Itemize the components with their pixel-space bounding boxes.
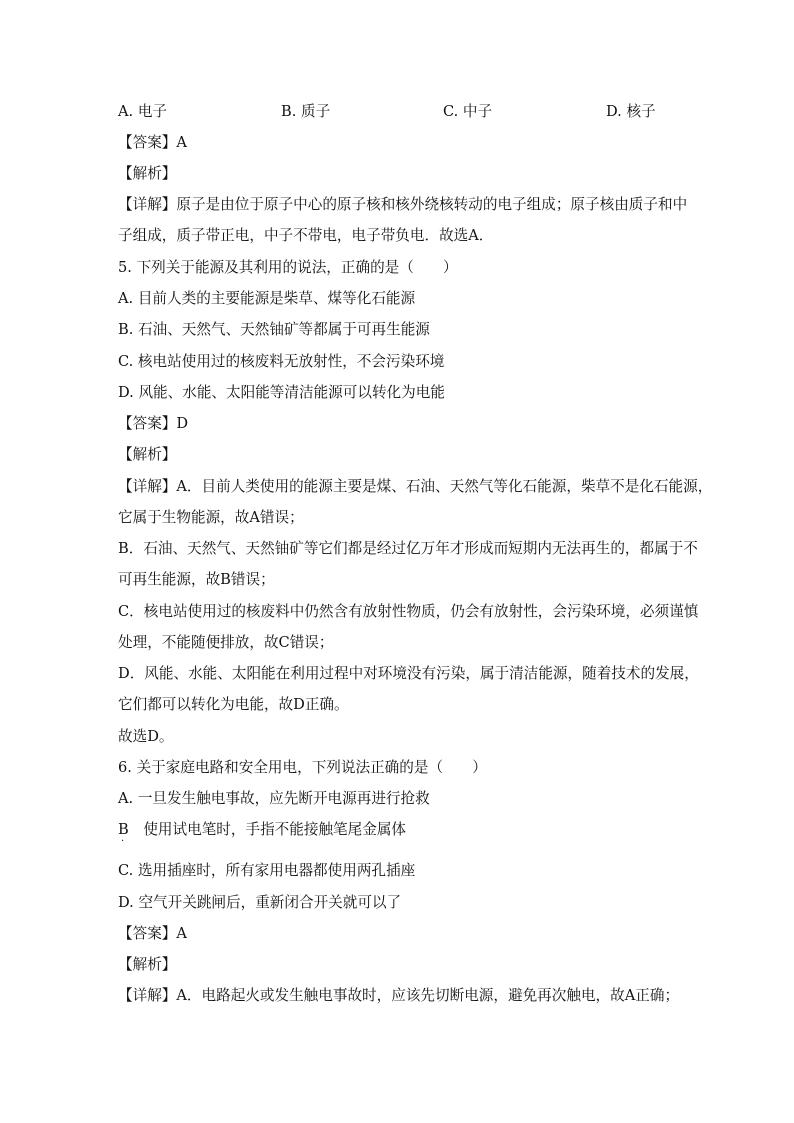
q5-option-c: C. 核电站使用过的核废料无放射性，不会污染环境 [118,353,445,370]
q5-option-a: A. 目前人类的主要能源是柴草、煤等化石能源 [118,290,416,307]
q4-option-a: A. 电子 [118,103,168,120]
q6-stem: 6. 关于家庭电路和安全用电，下列说法正确的是（ ） [118,759,487,776]
q6-option-d: D. 空气开关跳闸后，重新闭合开关就可以了 [118,894,402,911]
q6-analysis-heading: 【解析】 [118,956,177,973]
q4-answer: 【答案】A [118,134,187,151]
q5-detail-line-5: C．核电站使用过的核废料中仍然含有放射性物质，仍会有放射性，会污染环境，必须谨慎 [118,603,699,620]
q4-option-d: D. 核子 [606,103,656,120]
q6-option-a: A. 一旦发生触电事故，应先断开电源再进行抢救 [118,790,430,807]
q5-detail-line-3: B．石油、天然气、天然铀矿等它们都是经过亿万年才形成而短期内无法再生的，都属于不 [118,540,698,557]
q5-answer: 【答案】D [118,415,189,432]
q4-detail-line-1: 【详解】原子是由位于原子中心的原子核和核外绕核转动的电子组成；原子核由质子和中 [118,196,688,213]
q6-option-c: C. 选用插座时，所有家用电器都使用两孔插座 [118,862,416,879]
q5-option-b: B. 石油、天然气、天然铀矿等都属于可再生能源 [118,321,430,338]
q5-option-d: D. 风能、水能、太阳能等清洁能源可以转化为电能 [118,384,445,401]
q4-option-b: B. 质子 [281,103,331,120]
q6-answer: 【答案】A [118,925,187,942]
q6-option-b: B 使用试电笔时，手指不能接触笔尾金属体 [118,821,407,838]
q4-detail-line-2: 子组成，质子带正电，中子不带电，电子带负电．故选A． [118,227,494,244]
q6-detail-line-1: 【详解】A．电路起火或发生触电事故时，应该先切断电源，避免再次触电，故A正确； [118,987,680,1004]
stray-dot-mark: · [121,836,125,847]
q5-detail-line-7: D．风能、水能、太阳能在利用过程中对环境没有污染，属于清洁能源，随着技术的发展， [118,665,699,682]
q5-detail-line-4: 可再生能源，故B错误； [118,571,275,588]
q5-detail-line-8: 它们都可以转化为电能，故D正确。 [118,696,349,713]
q5-analysis-heading: 【解析】 [118,446,177,463]
q5-stem: 5. 下列关于能源及其利用的说法，正确的是（ ） [118,259,458,276]
q4-option-c: C. 中子 [443,103,493,120]
q5-conclusion: 故选D。 [118,728,174,745]
q5-detail-line-6: 处理，不能随便排放，故C错误； [118,634,334,651]
q4-analysis-heading: 【解析】 [118,165,177,182]
q5-detail-line-2: 它属于生物能源，故A错误； [118,509,304,526]
q5-detail-line-1: 【详解】A．目前人类使用的能源主要是煤、石油、天然气等化石能源，柴草不是化石能源， [118,478,713,495]
